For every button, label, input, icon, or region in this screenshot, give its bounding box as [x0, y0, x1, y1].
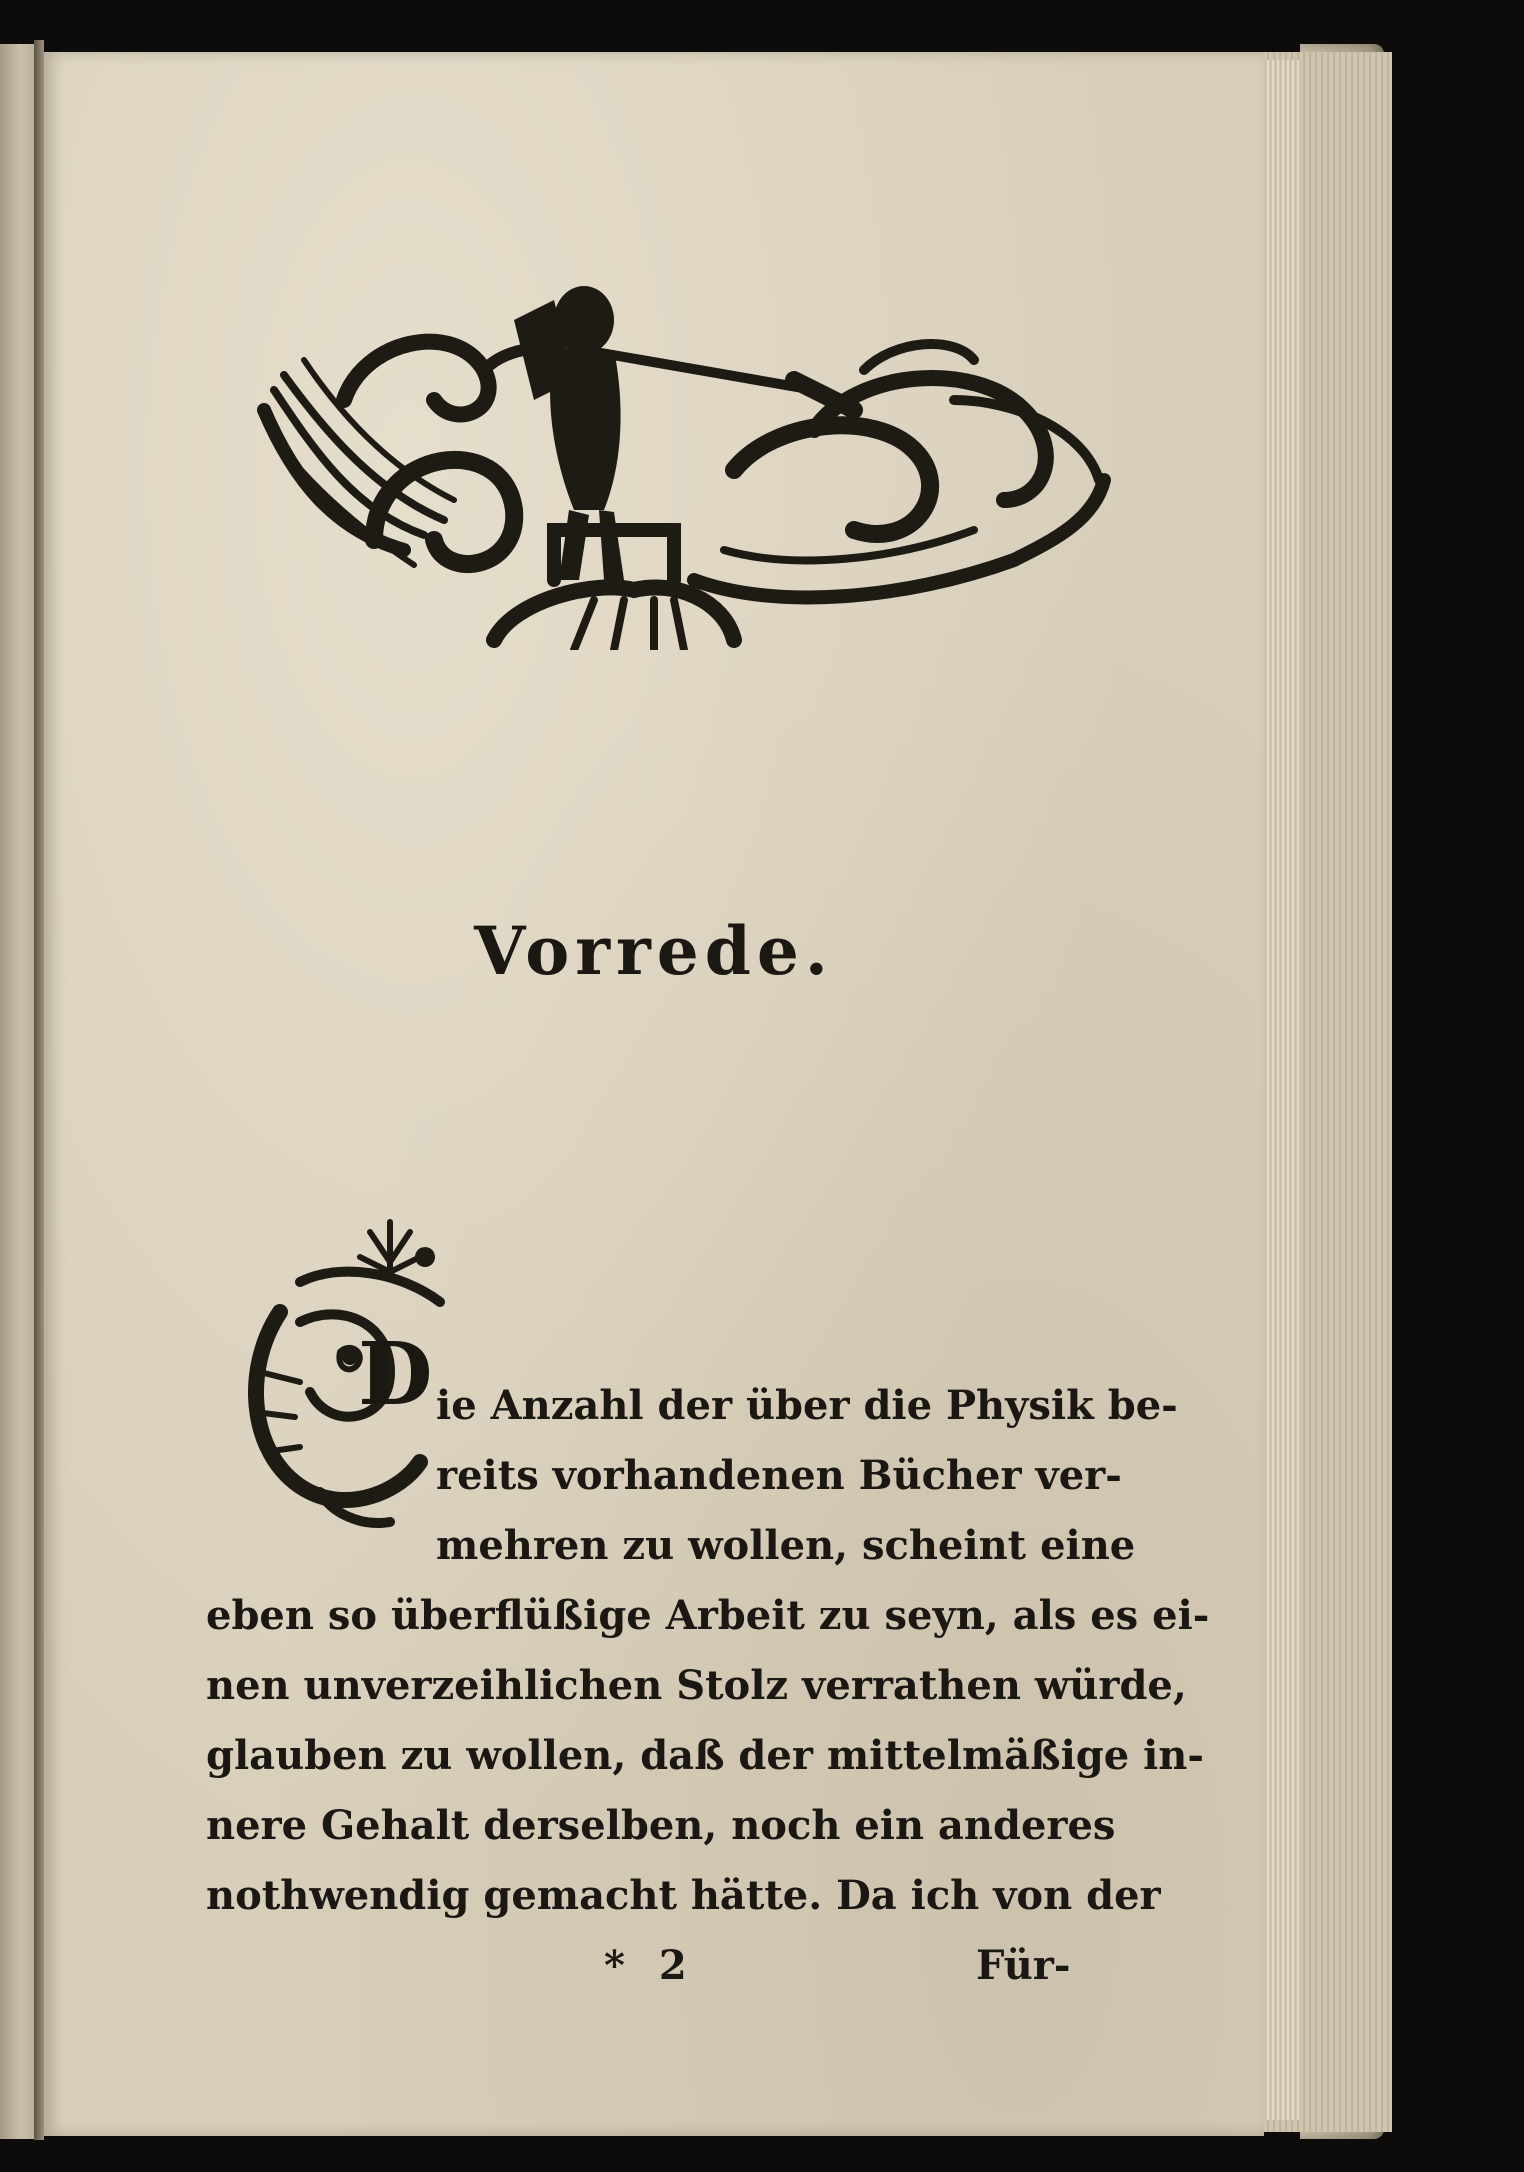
catchword: Für-: [976, 1942, 1071, 1989]
text-line: nere Gehalt derselben, noch ein anderes: [206, 1802, 1116, 1849]
signature-mark: * 2: [604, 1942, 697, 1989]
page-edges-inner: [1262, 60, 1302, 2120]
text-line: nothwendig gemacht hätte. Da ich von der: [206, 1872, 1161, 1919]
text-line: eben so überflüßige Arbeit zu seyn, als es ei-: [206, 1592, 1210, 1639]
book-page: [44, 52, 1264, 2136]
book-gutter: [34, 40, 44, 2140]
text-line: glauben zu wollen, daß der mittelmäßige in-: [206, 1732, 1204, 1779]
text-line: ie Anzahl der über die Physik be-: [436, 1382, 1178, 1429]
initial-letter: D: [358, 1324, 433, 1425]
text-line: nen unverzeihlichen Stolz verrathen würde,: [206, 1662, 1187, 1709]
text-line: reits vorhandenen Bücher ver-: [436, 1452, 1122, 1499]
text-line: mehren zu wollen, scheint eine: [436, 1522, 1136, 1569]
page-title: Vorrede.: [474, 912, 834, 990]
body-text: [44, 52, 1264, 2136]
left-page-edge: [0, 44, 36, 2139]
